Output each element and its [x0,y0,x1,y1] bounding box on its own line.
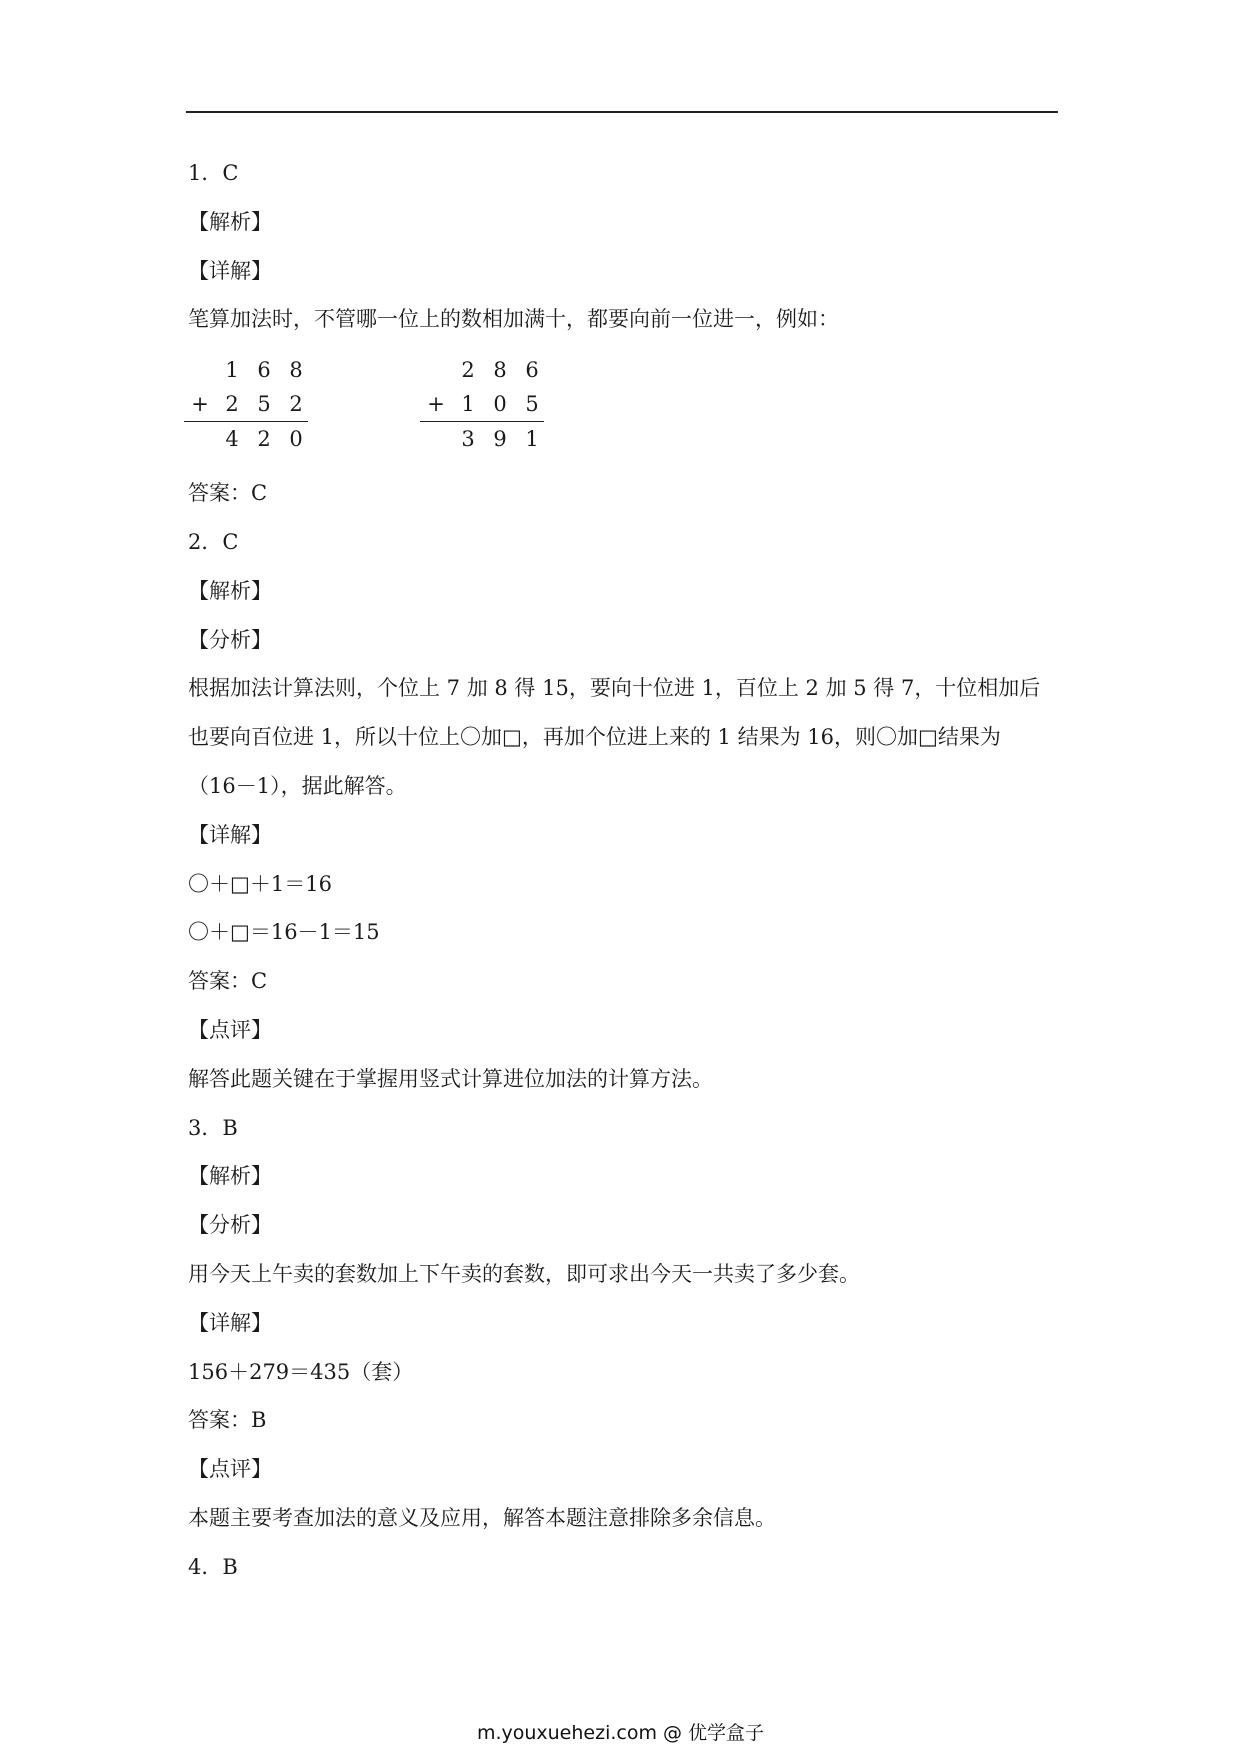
digit: 1 [461,392,475,417]
digit: 5 [257,392,271,417]
text-line: 也要向百位进 1，所以十位上〇加□，再加个位进上来的 1 结果为 16，则〇加□结果为 [188,725,1001,750]
text-line: 4．B [188,1554,238,1579]
addend-row [184,387,312,421]
addend-row [420,353,548,387]
text-line: 3．B [188,1115,238,1140]
operator [420,353,452,387]
text-line: 1．C [188,161,239,185]
vertical-calculations [188,353,1058,478]
text-line: 答案：C [188,481,268,506]
addend-row [420,387,548,421]
digit: 3 [461,427,475,452]
sum-row [184,422,312,456]
text-line: （16－1），据此解答。 [188,773,407,798]
page-footer: m.youxuehezi.com @ 优学盒子 [476,1722,765,1744]
operator: + [191,392,209,417]
operator: + [427,392,445,417]
text-line: 【详解】 [188,822,272,847]
text-line: 〇＋□＝16－1＝15 [188,920,380,945]
digit: 0 [289,427,303,452]
digit: 2 [461,358,475,383]
vertical-addition [420,353,548,456]
text-line: 【分析】 [188,627,272,652]
text-line: 2．C [188,529,239,554]
digit: 2 [257,427,271,452]
text-line: 用今天上午卖的套数加上下午卖的套数，即可求出今天一共卖了多少套。 [188,1261,860,1286]
digit: 1 [525,427,539,452]
digit: 2 [225,392,239,417]
text-line: 【解析】 [188,578,272,603]
digit: 2 [289,392,303,417]
operator [184,353,216,387]
digit: 0 [493,392,507,417]
text-line: 答案：C [188,969,268,994]
digit: 8 [493,358,507,383]
text-line: 【解析】 [188,1164,272,1189]
text-line: 答案：B [188,1408,267,1433]
operator [420,422,452,456]
text-line: 本题主要考查加法的意义及应用，解答本题注意排除多余信息。 [188,1505,776,1530]
text-line: 笔算加法时，不管哪一位上的数相加满十，都要向前一位进一，例如： [188,307,839,332]
vertical-addition [184,353,312,456]
document-body [188,158,1058,1601]
addend-row [184,353,312,387]
sum-row [420,422,548,456]
text-line: 根据加法计算法则，个位上 7 加 8 得 15，要向十位进 1，百位上 2 加 5 得 7，十位相加后 [188,676,1041,701]
text-line: 〇＋□＋1＝16 [188,871,332,896]
digit: 8 [289,358,303,383]
digit: 4 [225,427,239,452]
text-line: 【点评】 [188,1457,272,1482]
header-rule [186,111,1058,113]
text-line: 【分析】 [188,1213,272,1238]
text-line: 【详解】 [188,258,272,283]
text-line: 【解析】 [188,209,272,234]
digit: 9 [493,427,507,452]
text-line: 解答此题关键在于掌握用竖式计算进位加法的计算方法。 [188,1066,713,1091]
text-line: 156＋279＝435（套） [188,1359,414,1384]
operator [184,422,216,456]
text-line: 【点评】 [188,1017,272,1042]
digit: 1 [225,358,239,383]
digit: 5 [525,392,539,417]
digit: 6 [257,358,271,383]
digit: 6 [525,358,539,383]
text-line: 【详解】 [188,1310,272,1335]
